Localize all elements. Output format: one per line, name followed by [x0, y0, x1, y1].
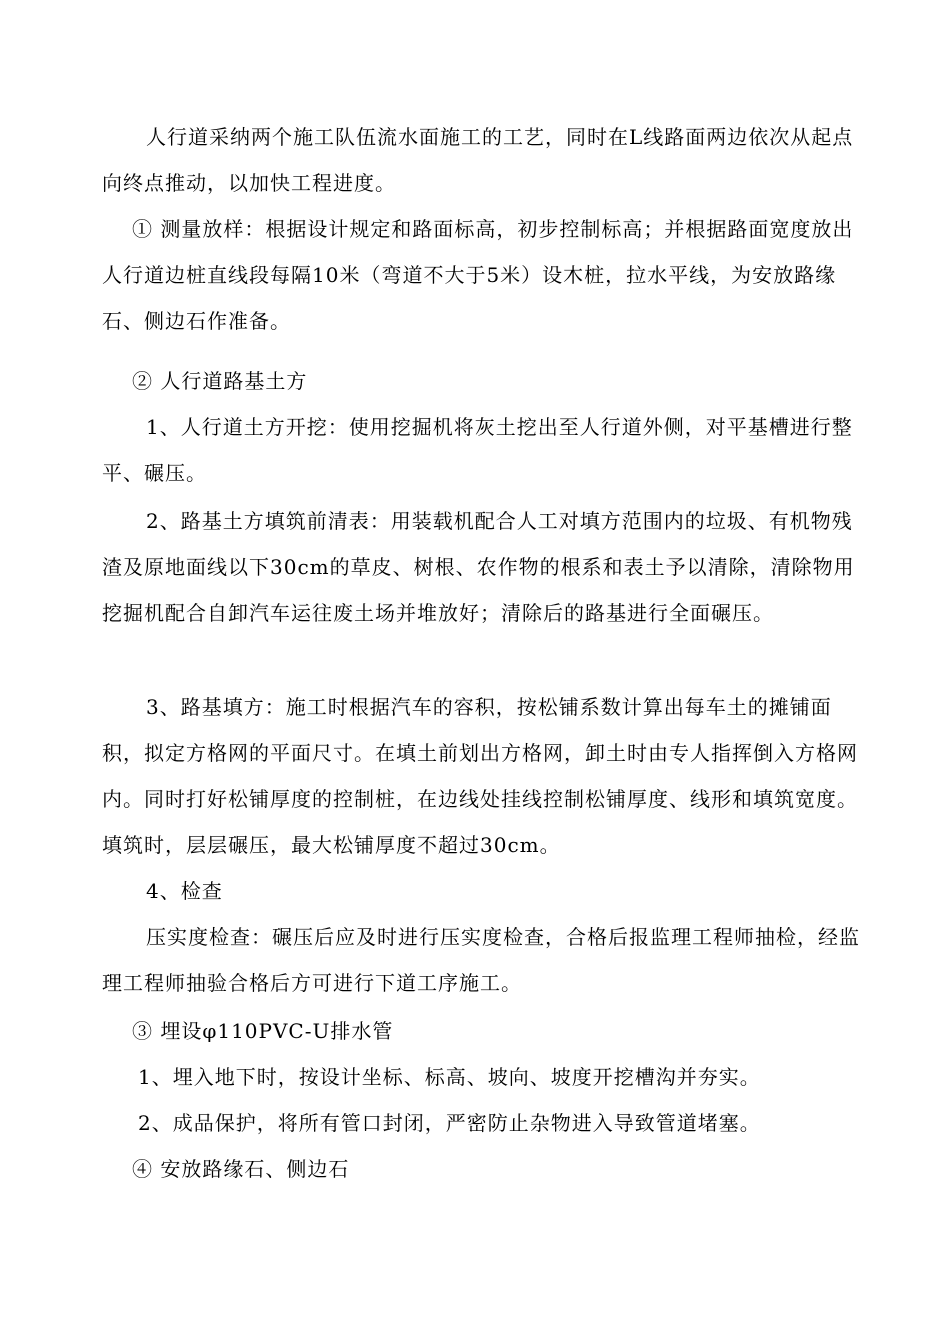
- heading-sidewalk-subgrade: ② 人行道路基土方: [132, 369, 308, 393]
- paragraph-pipe-burial: 1、埋入地下时，按设计坐标、标高、坡向、坡度开挖槽沟并夯实。: [138, 1065, 761, 1089]
- paragraph-intro: 人行道采纳两个施工队伍流水面施工的工艺，同时在L线路面两边依次从起点向终点推动，以加快工程进度。: [102, 125, 854, 195]
- paragraph-excavation: 1、人行道土方开挖：使用挖掘机将灰土挖出至人行道外侧，对平基槽进行整平、碾压。: [102, 415, 853, 485]
- heading-curb-stones: ④ 安放路缘石、侧边石: [132, 1157, 350, 1181]
- paragraph-filling: 3、路基填方：施工时根据汽车的容积，按松铺系数计算出每车土的摊铺面积，拟定方格网的平面尺寸。在填土前划出方格网，卸土时由专人指挥倒入方格网内。同时打好松铺厚度的控制桩，在边线处挂线控制松铺厚度、线形和填筑宽度。填筑时，层层碾压，最大松铺厚度不超过30cm。: [102, 695, 858, 857]
- paragraph-pipe-protection: 2、成品保护，将所有管口封闭，严密防止杂物进入导致管道堵塞。: [138, 1111, 761, 1135]
- paragraph-survey: ① 测量放样：根据设计规定和路面标高，初步控制标高；并根据路面宽度放出人行道边桩直线段每隔10米（弯道不大于5米）设木桩，拉水平线，为安放路缘石、侧边石作准备。: [102, 217, 854, 333]
- heading-drain-pipe: ③ 埋设φ110PVC-U排水管: [132, 1019, 394, 1043]
- paragraph-compaction-check: 压实度检查：碾压后应及时进行压实度检查，合格后报监理工程师抽检，经监理工程师抽验合格后方可进行下道工序施工。: [102, 925, 860, 995]
- heading-inspection: 4、检查: [146, 879, 223, 903]
- paragraph-clearing: 2、路基土方填筑前清表：用装载机配合人工对填方范围内的垃圾、有机物残渣及原地面线以下30cm的草皮、树根、农作物的根系和表土予以清除，清除物用挖掘机配合自卸汽车运往废土场并堆放好；清除后的路基进行全面碾压。: [102, 509, 855, 625]
